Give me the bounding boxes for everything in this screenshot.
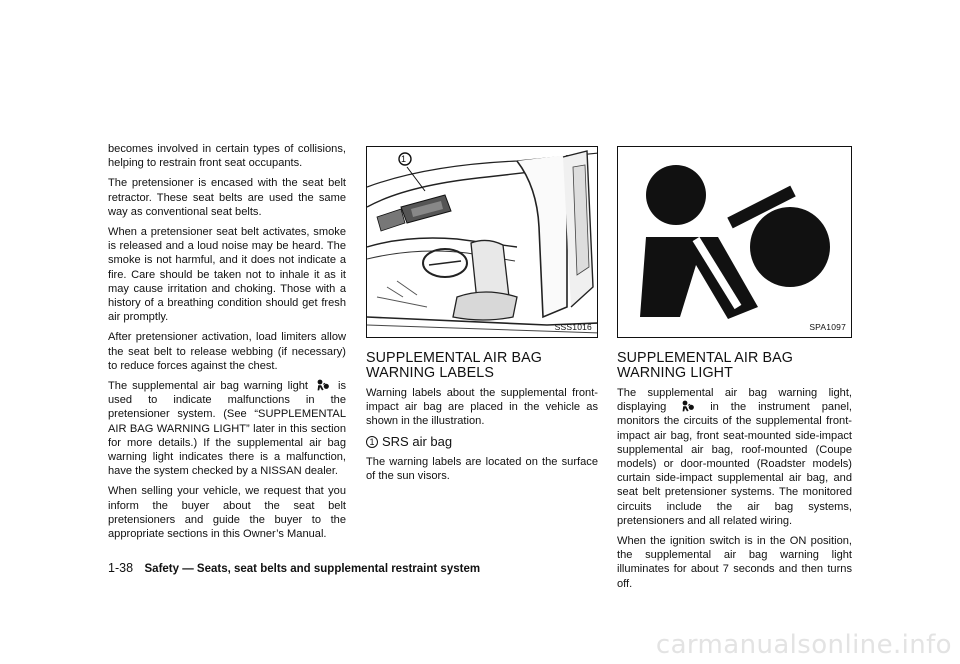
airbag-warning-icon: [316, 379, 330, 391]
paragraph-text: The supplemental air bag warning light, displaying: [617, 387, 852, 414]
paragraph: The pretensioner is encased with the seat belt retractor. These seat belts are used the same way as conventional seat belts.: [108, 177, 346, 218]
paragraph: When selling your vehicle, we request that you inform the buyer about the seat belt pretensioners and guide the buyer to the appropriate sections in this Owner’s Manual.: [108, 485, 346, 541]
paragraph: Warning labels about the supplemental front-impact air bag are placed in the vehicle as shown in the illustration.: [366, 387, 598, 428]
paragraph: When a pretensioner seat belt activates, smoke is released and a loud noise may be heard. The smoke is not harmful, and it does not indicate a fire. Care should be taken not to inhale it as it may cause irritation and choking. Those with a history of a breathing condition should get fresh air promptly.: [108, 226, 346, 324]
figure-car-interior: [366, 146, 598, 338]
paragraph: [617, 386, 852, 528]
section-heading: SUPPLEMENTAL AIR BAG WARNING LIGHT: [617, 350, 793, 381]
paragraph: When the ignition switch is in the ON position, the supplemental air bag warning light illuminates for about 7 seconds and then turns off.: [617, 535, 852, 590]
paragraph-text: in the instrument panel, monitors the circuits of the supplemental front-impact air bag, front seat-mounted side-impact supplemental air bag, roof-mounted (Coupe models) or door-mounted (Roadster models) curtain side-impact supplemental air bag, and seat belt pretensioner systems. The monitored circuits include the air bag systems, pretensioners and all related wiring.: [617, 401, 852, 527]
middle-column: [366, 146, 598, 489]
figure-callout-number: 1: [401, 154, 407, 164]
left-column: [108, 142, 346, 547]
figure-code: SPA1097: [809, 321, 846, 332]
paragraph: The warning labels are located on the surface of the sun visors.: [366, 455, 598, 483]
car-interior-illustration: [367, 147, 598, 338]
watermark: carmanualsonline.info: [655, 630, 952, 660]
section-title: Safety — Seats, seat belts and supplemental restraint system: [144, 563, 481, 575]
paragraph: becomes involved in certain types of collisions, helping to restrain front seat occupants.: [108, 143, 346, 170]
page-footer: [108, 561, 480, 575]
right-column: [617, 146, 852, 597]
figure-code: SSS1016: [554, 321, 592, 332]
airbag-warning-icon: [681, 400, 695, 412]
paragraph-text: is used to indicate malfunctions in the pretensioner system. (See “SUPPLEMENTAL AIR BAG WARNING LIGHT” later in this section for more details.) If the supplemental air bag warning light indicates there is a malfunction, have the system checked by a NISSAN dealer.: [108, 380, 346, 478]
airbag-symbol-illustration: [618, 147, 852, 338]
callout-item: [366, 435, 598, 449]
section-heading: SUPPLEMENTAL AIR BAG WARNING LABELS: [366, 350, 542, 381]
paragraph-text: The supplemental air bag warning light: [108, 380, 309, 393]
paragraph: [108, 379, 346, 478]
callout-label: SRS air bag: [382, 433, 453, 449]
figure-airbag-symbol: [617, 146, 852, 338]
paragraph: After pretensioner activation, load limiters allow the seat belt to release webbing (if necessary) to reduce forces against the chest.: [108, 331, 346, 372]
callout-number: 1: [366, 436, 378, 448]
page-number: 1-38: [108, 561, 134, 575]
